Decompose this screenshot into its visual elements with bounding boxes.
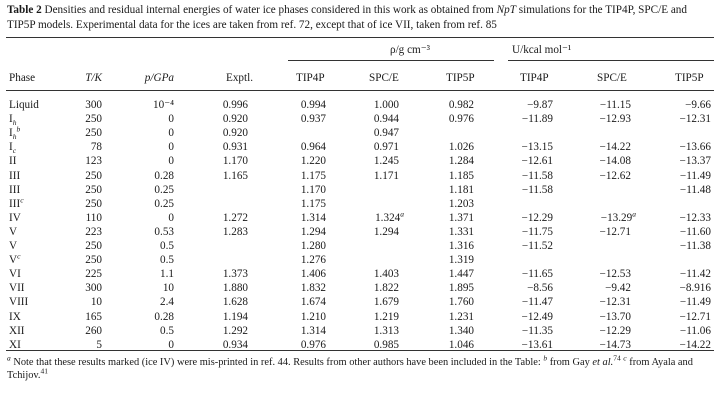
cell-energy-tip4p: −11.35 xyxy=(521,324,553,337)
cell-energy-spce: −13.70 xyxy=(599,310,631,323)
density-group-header: ρ/g cm⁻³ xyxy=(389,44,430,56)
cell-energy-tip4p: −11.65 xyxy=(521,268,553,281)
cell-exptl-density: 0.931 xyxy=(222,141,248,154)
footnote-etal-ref: 74 xyxy=(613,353,621,363)
cell-energy-tip4p: −11.52 xyxy=(521,240,553,252)
table-row xyxy=(0,267,720,281)
table-caption xyxy=(7,3,713,33)
cell-density-tip4p: 1.314 xyxy=(300,324,326,337)
cell-exptl-density: 0.920 xyxy=(222,127,248,140)
cell-energy-spce: −12.71 xyxy=(599,225,631,238)
cell-phase: Liquid xyxy=(9,99,39,111)
cell-energy-tip4p: −12.29 xyxy=(521,211,553,224)
cell-density-spce: 1.679 xyxy=(373,296,399,309)
cell-energy-tip4p: −13.61 xyxy=(521,338,553,351)
cell-density-tip4p: 1.220 xyxy=(300,155,326,168)
cell-density-tip5p: 1.340 xyxy=(448,324,474,337)
cell-energy-spce: −11.15 xyxy=(599,99,631,111)
table-row xyxy=(0,126,720,140)
cell-density-spce: 1.324$^a$ xyxy=(375,209,404,224)
header-density-tip4p: TIP4P xyxy=(296,72,325,84)
cell-density-tip5p: 0.982 xyxy=(448,99,474,111)
cell-temperature: 260 xyxy=(85,324,102,337)
cell-phase: $I_c$ xyxy=(9,141,17,156)
cell-pressure: 0.5 xyxy=(160,240,174,252)
cell-density-tip4p: 0.937 xyxy=(300,113,326,126)
cell-energy-tip4p: −8.56 xyxy=(527,282,553,295)
table-row xyxy=(0,310,720,324)
cell-phase: III$^c$ xyxy=(9,194,24,210)
cell-energy-tip4p: −11.58 xyxy=(521,169,553,182)
cell-exptl-density: 0.920 xyxy=(222,113,248,126)
cell-pressure: 0.28 xyxy=(154,169,174,182)
footnote-b-mark: b xyxy=(543,353,548,363)
table-footnote xyxy=(7,353,711,382)
cell-exptl-density: 1.880 xyxy=(222,282,248,295)
cell-density-tip4p: 1.294 xyxy=(300,225,326,238)
cell-energy-spce: −9.42 xyxy=(605,282,631,295)
cell-pressure: 10⁻⁴ xyxy=(153,99,174,111)
cell-density-tip4p: 1.406 xyxy=(300,268,326,281)
cell-density-tip5p: 1.447 xyxy=(448,268,474,281)
header-energy-tip5p: TIP5P xyxy=(675,72,704,84)
cell-density-tip5p: 1.185 xyxy=(448,169,474,182)
cell-temperature: 250 xyxy=(85,169,102,182)
cell-density-tip5p: 1.046 xyxy=(448,338,474,351)
cell-energy-tip4p: −12.49 xyxy=(521,310,553,323)
cell-density-tip4p: 0.964 xyxy=(300,141,326,154)
cell-temperature: 250 xyxy=(85,197,102,210)
cell-energy-tip5p: −11.60 xyxy=(679,225,711,238)
cell-exptl-density: 1.170 xyxy=(222,155,248,168)
cell-phase: $I_h$ xyxy=(9,113,17,128)
cell-phase: II xyxy=(9,155,17,168)
cell-energy-tip5p: −13.37 xyxy=(679,155,711,168)
cell-pressure: 0.5 xyxy=(160,324,174,337)
cell-temperature: 250 xyxy=(85,240,102,252)
cell-exptl-density: 0.996 xyxy=(222,99,248,111)
footnote-etal: et al. xyxy=(592,357,614,368)
cell-energy-tip5p: −13.66 xyxy=(679,141,711,154)
cell-energy-tip5p: −9.66 xyxy=(685,99,711,111)
cell-phase: XII xyxy=(9,324,25,337)
cell-phase: V xyxy=(9,225,18,238)
cell-density-tip5p: 0.976 xyxy=(448,113,474,126)
table-row xyxy=(0,239,720,253)
cell-energy-spce: −12.31 xyxy=(599,296,631,309)
cell-energy-tip5p: −14.22 xyxy=(679,338,711,351)
cell-pressure: 0 xyxy=(168,155,174,168)
cell-energy-tip5p: −12.31 xyxy=(679,113,711,126)
cell-density-spce: 0.944 xyxy=(373,113,399,126)
cell-energy-spce: −14.08 xyxy=(599,155,631,168)
cell-energy-tip4p: −11.58 xyxy=(521,183,553,196)
cell-phase: $V^c$ xyxy=(9,251,21,267)
cell-phase: III xyxy=(9,169,21,182)
cell-energy-tip5p: −11.49 xyxy=(679,296,711,309)
cell-exptl-density: 1.283 xyxy=(222,225,248,238)
cell-density-tip4p: 1.314 xyxy=(300,211,326,224)
caption-text-2: simulations for the TIP4P, SPC/E and TIP5P models. Experimental data for the ices are taken from ref. 72, except that of ice VII, taken from ref. 85 xyxy=(7,4,687,31)
header-density-spce: SPC/E xyxy=(369,72,399,84)
cell-phase: IX xyxy=(9,310,21,323)
cell-temperature: 10 xyxy=(90,296,102,309)
header-pressure: p/GPa xyxy=(144,72,174,84)
cell-temperature: 250 xyxy=(85,127,102,140)
cell-temperature: 250 xyxy=(85,183,102,196)
cell-exptl-density: 1.194 xyxy=(222,310,248,323)
table-row xyxy=(0,225,720,239)
cell-temperature: 225 xyxy=(85,268,102,281)
footnote-c-text: from Ayala and Tchijov. xyxy=(7,357,693,381)
cell-density-tip4p: 1.175 xyxy=(300,169,326,182)
cell-density-spce: 1.219 xyxy=(373,310,399,323)
cell-density-spce: 1.822 xyxy=(373,282,399,295)
cell-density-tip5p: 1.371 xyxy=(448,211,474,224)
cell-pressure: 0.25 xyxy=(154,183,174,196)
cell-energy-tip4p: −13.15 xyxy=(521,141,553,154)
cell-temperature: 300 xyxy=(85,99,102,111)
cell-density-tip4p: 1.210 xyxy=(300,310,326,323)
header-energy-tip4p: TIP4P xyxy=(520,72,549,84)
footnote-a-mark: a xyxy=(7,353,11,363)
cell-energy-tip5p: −11.48 xyxy=(679,183,711,196)
cell-density-spce: 0.985 xyxy=(373,338,399,351)
cell-exptl-density: 1.373 xyxy=(222,268,248,281)
cell-density-tip4p: 1.280 xyxy=(300,240,326,252)
cell-temperature: 5 xyxy=(96,338,102,351)
table-row xyxy=(0,154,720,168)
cell-density-tip4p: 1.175 xyxy=(300,197,326,210)
cell-energy-tip4p: −12.61 xyxy=(521,155,553,168)
table-row xyxy=(0,295,720,309)
cell-temperature: 165 xyxy=(85,310,102,323)
cell-energy-tip5p: −11.42 xyxy=(679,268,711,281)
cell-density-tip5p: 1.895 xyxy=(448,282,474,295)
cell-density-tip5p: 1.284 xyxy=(448,155,474,168)
cell-density-tip4p: 1.832 xyxy=(300,282,326,295)
cell-energy-spce: −14.73 xyxy=(599,338,631,351)
footnote-c-ref: 41 xyxy=(40,366,49,376)
cell-pressure: 0 xyxy=(168,211,174,224)
density-group-rule xyxy=(288,60,494,61)
cell-density-tip5p: 1.760 xyxy=(448,296,474,309)
cell-temperature: 123 xyxy=(85,155,102,168)
bottom-rule xyxy=(6,350,714,351)
cell-temperature: 250 xyxy=(85,254,102,267)
header-temperature: T/K xyxy=(85,72,102,84)
cell-energy-spce: −12.62 xyxy=(599,169,631,182)
cell-density-tip5p: 1.231 xyxy=(448,310,474,323)
cell-phase: III xyxy=(9,183,21,196)
cell-exptl-density: 1.165 xyxy=(222,169,248,182)
cell-pressure: 0 xyxy=(168,113,174,126)
cell-exptl-density: 1.628 xyxy=(222,296,248,309)
cell-energy-tip5p: −12.33 xyxy=(679,211,711,224)
cell-energy-spce: −12.53 xyxy=(599,268,631,281)
table-row xyxy=(0,211,720,225)
header-density-tip5p: TIP5P xyxy=(446,72,475,84)
cell-phase: VII xyxy=(9,282,25,295)
cell-energy-spce: −14.22 xyxy=(599,141,631,154)
cell-density-tip4p: 1.276 xyxy=(300,254,326,267)
cell-phase: VI xyxy=(9,268,21,281)
cell-pressure: 2.4 xyxy=(160,296,174,309)
cell-temperature: 223 xyxy=(85,225,102,238)
cell-temperature: 300 xyxy=(85,282,102,295)
energy-group-header: U/kcal mol⁻¹ xyxy=(512,44,572,56)
cell-exptl-density: 1.272 xyxy=(222,211,248,224)
cell-energy-tip4p: −11.89 xyxy=(521,113,553,126)
cell-density-spce: 0.947 xyxy=(373,127,399,140)
cell-pressure: 10 xyxy=(162,282,174,295)
cell-pressure: 0.5 xyxy=(160,254,174,267)
cell-density-tip5p: 1.331 xyxy=(448,225,474,238)
cell-phase: V xyxy=(9,240,18,252)
table-row xyxy=(0,140,720,154)
table-row xyxy=(0,183,720,197)
cell-energy-tip4p: −9.87 xyxy=(527,99,553,111)
cell-energy-spce: −12.29 xyxy=(599,324,631,337)
cell-phase: $I_h^b$ xyxy=(9,124,21,142)
cell-pressure: 0.53 xyxy=(154,225,174,238)
cell-density-tip5p: 1.203 xyxy=(448,197,474,210)
cell-pressure: 0 xyxy=(168,141,174,154)
cell-pressure: 0.28 xyxy=(154,310,174,323)
energy-group-rule xyxy=(508,60,714,61)
cell-density-spce: 0.971 xyxy=(373,141,399,154)
header-energy-spce: SPC/E xyxy=(597,72,627,84)
top-rule xyxy=(6,37,714,38)
cell-density-tip4p: 0.994 xyxy=(300,99,326,111)
cell-phase: IV xyxy=(9,211,21,224)
cell-pressure: 0 xyxy=(168,338,174,351)
cell-temperature: 250 xyxy=(85,113,102,126)
caption-text-1: Densities and residual internal energies of water ice phases considered in this work as obtained from xyxy=(41,4,497,16)
cell-energy-tip4p: −11.47 xyxy=(521,296,553,309)
cell-energy-tip5p: −11.49 xyxy=(679,169,711,182)
footnote-c-mark: c xyxy=(623,353,627,363)
cell-density-tip5p: 1.316 xyxy=(448,240,474,252)
cell-energy-spce: −12.93 xyxy=(599,113,631,126)
cell-density-tip4p: 1.170 xyxy=(300,183,326,196)
table-row xyxy=(0,112,720,126)
header-rule xyxy=(6,90,714,91)
cell-energy-tip5p: −12.71 xyxy=(679,310,711,323)
cell-temperature: 110 xyxy=(85,211,102,224)
cell-density-spce: 1.403 xyxy=(373,268,399,281)
header-exptl: Exptl. xyxy=(226,72,254,84)
cell-phase: VIII xyxy=(9,296,29,309)
cell-exptl-density: 0.934 xyxy=(222,338,248,351)
cell-energy-spce: −13.29$^a$ xyxy=(600,209,636,224)
caption-npt: NpT xyxy=(496,4,516,16)
table-label: Table 2 xyxy=(7,4,42,16)
footnote-b-text: from Gay xyxy=(547,357,593,368)
footnote-a-text: Note that these results marked (ice IV) were mis-printed in ref. 44. Results from other authors have been included in the Table: xyxy=(10,357,544,368)
cell-density-tip5p: 1.026 xyxy=(448,141,474,154)
cell-density-spce: 1.245 xyxy=(373,155,399,168)
cell-pressure: 0.25 xyxy=(154,197,174,210)
cell-temperature: 78 xyxy=(90,141,102,154)
cell-density-tip5p: 1.181 xyxy=(448,183,474,196)
cell-pressure: 1.1 xyxy=(160,268,174,281)
cell-energy-tip5p: −11.38 xyxy=(679,240,711,252)
table-row xyxy=(0,98,720,112)
cell-energy-tip5p: −11.06 xyxy=(679,324,711,337)
table-row xyxy=(0,169,720,183)
cell-density-spce: 1.294 xyxy=(373,225,399,238)
table-row xyxy=(0,253,720,267)
cell-density-spce: 1.000 xyxy=(373,99,399,111)
cell-phase: XI xyxy=(9,338,21,351)
cell-density-tip5p: 1.319 xyxy=(448,254,474,267)
table-row xyxy=(0,281,720,295)
cell-pressure: 0 xyxy=(168,127,174,140)
table-row xyxy=(0,324,720,338)
cell-energy-tip4p: −11.75 xyxy=(521,225,553,238)
cell-density-tip4p: 0.976 xyxy=(300,338,326,351)
table-row xyxy=(0,194,720,211)
cell-energy-tip5p: −8.916 xyxy=(679,282,711,295)
header-phase: Phase xyxy=(9,72,36,84)
cell-density-tip4p: 1.674 xyxy=(300,296,326,309)
cell-density-spce: 1.171 xyxy=(373,169,399,182)
cell-density-spce: 1.313 xyxy=(373,324,399,337)
cell-exptl-density: 1.292 xyxy=(222,324,248,337)
